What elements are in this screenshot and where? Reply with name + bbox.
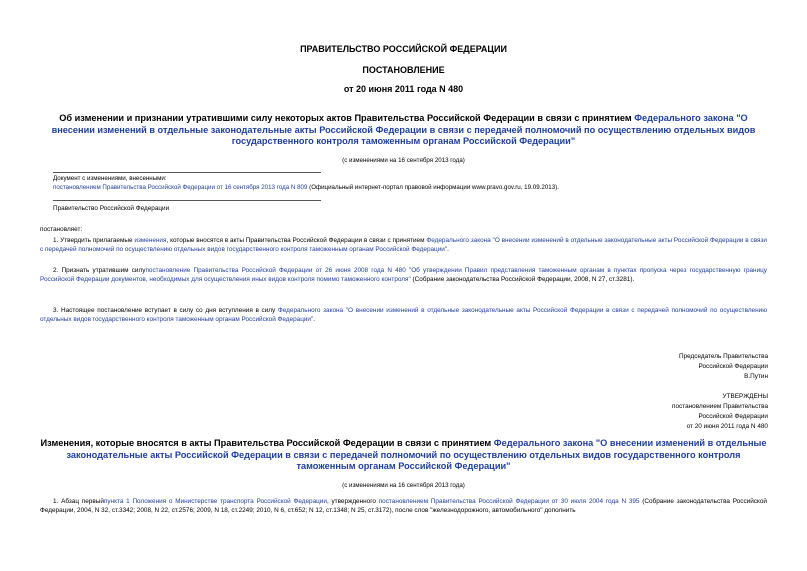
changes-item-1-text-c: (Собрание законодательства Российской Федерации, 2004, N 32, ст.3342; 2008, N 22, ст.2576; 2009, N 18, ст.2249; 2010, N 6, ст.652; N 12, ст.1348; N 25, ст.3172), после слов "железнодорожного, автомобильного" дополнить xyxy=(40,498,767,515)
amend-box-source xyxy=(53,184,773,192)
approved-block xyxy=(500,392,768,432)
item-1-text-c: . xyxy=(447,246,449,254)
title-text: Об изменении и признании утратившими силу некоторых актов Правительства Российской Федерации в связи с принятием xyxy=(59,113,635,123)
government-heading: ПРАВИТЕЛЬСТВО РОССИЙСКОЙ ФЕДЕРАЦИИ xyxy=(300,44,507,54)
item-2-text-b: (Собрание законодательства Российской Федерации, 2008, N 27, ст.3281). xyxy=(410,276,635,284)
changes-title-law-link[interactable]: Федерального закона "О внесении изменений в отдельные законодательные акты Российской Федерации в связи с передачей полномочий по осуществлению отдельных видов государственного контроля таможенным органам Российской Федерации" xyxy=(66,438,767,471)
item-1-law-link[interactable]: Федерального закона "О внесении изменений в отдельные законодательные акты Российской Федерации в связи с передачей полномочий по осуществлению отдельных видов государственного контроля таможенным органам Российской Федерации" xyxy=(40,237,767,254)
amend-box-top-rule xyxy=(53,172,321,173)
item-1-changes-link[interactable]: изменения xyxy=(134,237,167,244)
item-2-text-a: 2. Признать утратившим силу xyxy=(53,267,146,274)
changes-item-1-text-a: 1. Абзац первый xyxy=(53,498,104,505)
revision-note: (с изменениями на 16 сентября 2013 года) xyxy=(342,157,465,164)
approved-date: от 20 июня 2011 года N 480 xyxy=(686,423,768,430)
amend-publication: (Официальный интернет-портал правовой информации www.pravo.gov.ru, 19.09.2013). xyxy=(307,184,559,191)
resolves-word: постановляет: xyxy=(40,226,83,233)
approved-word: УТВЕРЖДЕНЫ xyxy=(722,393,768,400)
changes-item-1-clause-link[interactable]: пункта 1 Положения о Министерстве транспорта Российской Федерации xyxy=(103,498,327,505)
item-3-text-a: 3. Настоящее постановление вступает в силу со дня вступления в силу xyxy=(53,307,278,314)
approved-by: постановлением Правительства xyxy=(672,403,768,410)
item-1-text-b: , которые вносятся в акты Правительства Российской Федерации в связи с принятием xyxy=(166,237,427,244)
item-2 xyxy=(40,266,767,285)
signature-block xyxy=(500,352,768,382)
amend-box-bottom-rule xyxy=(53,200,321,201)
item-3-text-b: . xyxy=(313,316,316,324)
preamble: Правительство Российской Федерации xyxy=(53,205,170,212)
item-3-law-link[interactable]: Федерального закона "О внесении изменений в отдельные законодательные акты Российской Федерации в связи с передачей полномочий по осуществлению отдельных видов государственного контроля таможенным органам Российской Федерации" xyxy=(40,307,767,324)
changes-title xyxy=(40,438,767,473)
date-number: от 20 июня 2011 года N 480 xyxy=(343,84,464,94)
item-1 xyxy=(40,236,767,255)
item-3 xyxy=(40,306,767,325)
item-2-resolution-link[interactable]: постановление Правительства Российской Федерации от 26 июня 2008 года N 480 "Об утверждении Правил представления таможенным органам в пунктах пропуска через государственную границу Российской Федерации документов, необходимых для осуществления иных видов контроля помимо таможенного контроля" xyxy=(40,267,768,284)
changes-item-1-text-b: , утвержденного xyxy=(326,498,379,505)
item-1-text-a: 1. Утвердить прилагаемые xyxy=(53,237,135,244)
amend-resolution-link[interactable]: постановлением Правительства Российской Федерации от 16 сентября 2013 года N 809 xyxy=(53,184,308,191)
signature-name: В.Путин xyxy=(744,373,768,380)
title-law-link[interactable]: Федерального закона "О внесении изменений в отдельные законодательные акты Российской Федерации в связи с передачей полномочий по осуществлению отдельных видов государственного контроля таможенным органам Российской Федерации" xyxy=(51,113,756,146)
signature-org: Российской Федерации xyxy=(698,363,768,370)
revision-note-2: (с изменениями на 16 сентября 2013 года) xyxy=(342,482,465,489)
changes-item-1-resolution-link[interactable]: постановлением Правительства Российской Федерации от 30 июля 2004 года N 395 xyxy=(378,498,640,505)
changes-title-text: Изменения, которые вносятся в акты Правительства Российской Федерации в связи с принятием xyxy=(40,438,494,448)
changes-item-1 xyxy=(40,497,767,516)
amend-box-label: Документ с изменениями, внесенными: xyxy=(53,175,167,182)
signature-position: Председатель Правительства xyxy=(679,353,768,360)
document-title xyxy=(40,113,767,148)
approved-org: Российской Федерации xyxy=(698,413,768,420)
doc-type-heading: ПОСТАНОВЛЕНИЕ xyxy=(362,65,445,75)
